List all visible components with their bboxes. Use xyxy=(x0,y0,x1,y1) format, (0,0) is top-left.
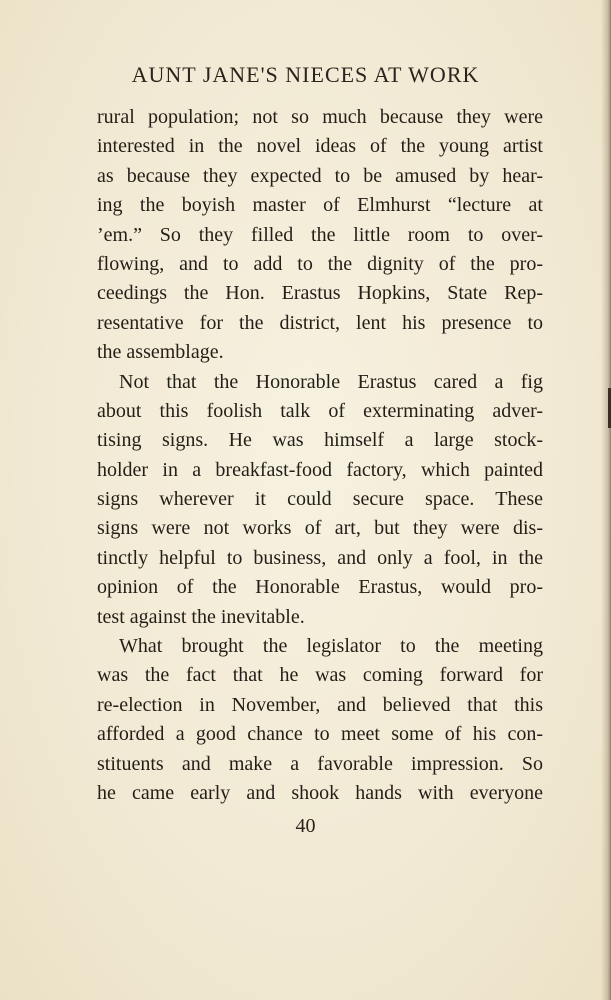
text-line: resentative for the district, lent his presence to xyxy=(97,311,543,334)
text-line: ing the boyish master of Elmhurst “lecture at xyxy=(97,194,543,217)
text-line: test against the inevitable. xyxy=(97,605,305,628)
text-line: tising signs. He was himself a large stock- xyxy=(97,429,543,452)
text-line: he came early and shook hands with everyone xyxy=(97,781,543,804)
text-line: as because they expected to be amused by hear- xyxy=(97,164,543,187)
text-line: What brought the legislator to the meeting xyxy=(119,635,543,658)
text-line: interested in the novel ideas of the young artist xyxy=(97,135,543,158)
text-line: signs wherever it could secure space. These xyxy=(97,488,543,511)
text-line: the assemblage. xyxy=(97,341,224,364)
text-line: afforded a good chance to meet some of his con- xyxy=(97,723,543,746)
text-line: was the fact that he was coming forward for xyxy=(97,664,543,687)
text-line: holder in a breakfast-food factory, which painted xyxy=(97,458,543,481)
text-line: re-election in November, and believed that this xyxy=(97,693,543,716)
text-line: stituents and make a favorable impression. So xyxy=(97,752,543,775)
page-number: 40 xyxy=(295,815,316,837)
body-text xyxy=(97,103,543,808)
text-line: signs were not works of art, but they were dis- xyxy=(97,517,543,540)
text-line: tinctly helpful to business, and only a fool, in the xyxy=(97,546,543,569)
text-line: ’em.” So they filled the little room to over- xyxy=(97,223,543,246)
running-head: AUNT JANE'S NIECES AT WORK xyxy=(131,62,480,87)
text-line: ceedings the Hon. Erastus Hopkins, State Rep- xyxy=(97,282,543,305)
text-line: Not that the Honorable Erastus cared a fig xyxy=(119,370,543,393)
text-line: about this foolish talk of exterminating adver- xyxy=(97,399,543,422)
page-edge-shadow xyxy=(601,0,611,1000)
text-line: rural population; not so much because they were xyxy=(97,106,543,128)
text-line: flowing, and to add to the dignity of the pro- xyxy=(97,252,543,275)
text-line: opinion of the Honorable Erastus, would pro- xyxy=(97,576,543,599)
